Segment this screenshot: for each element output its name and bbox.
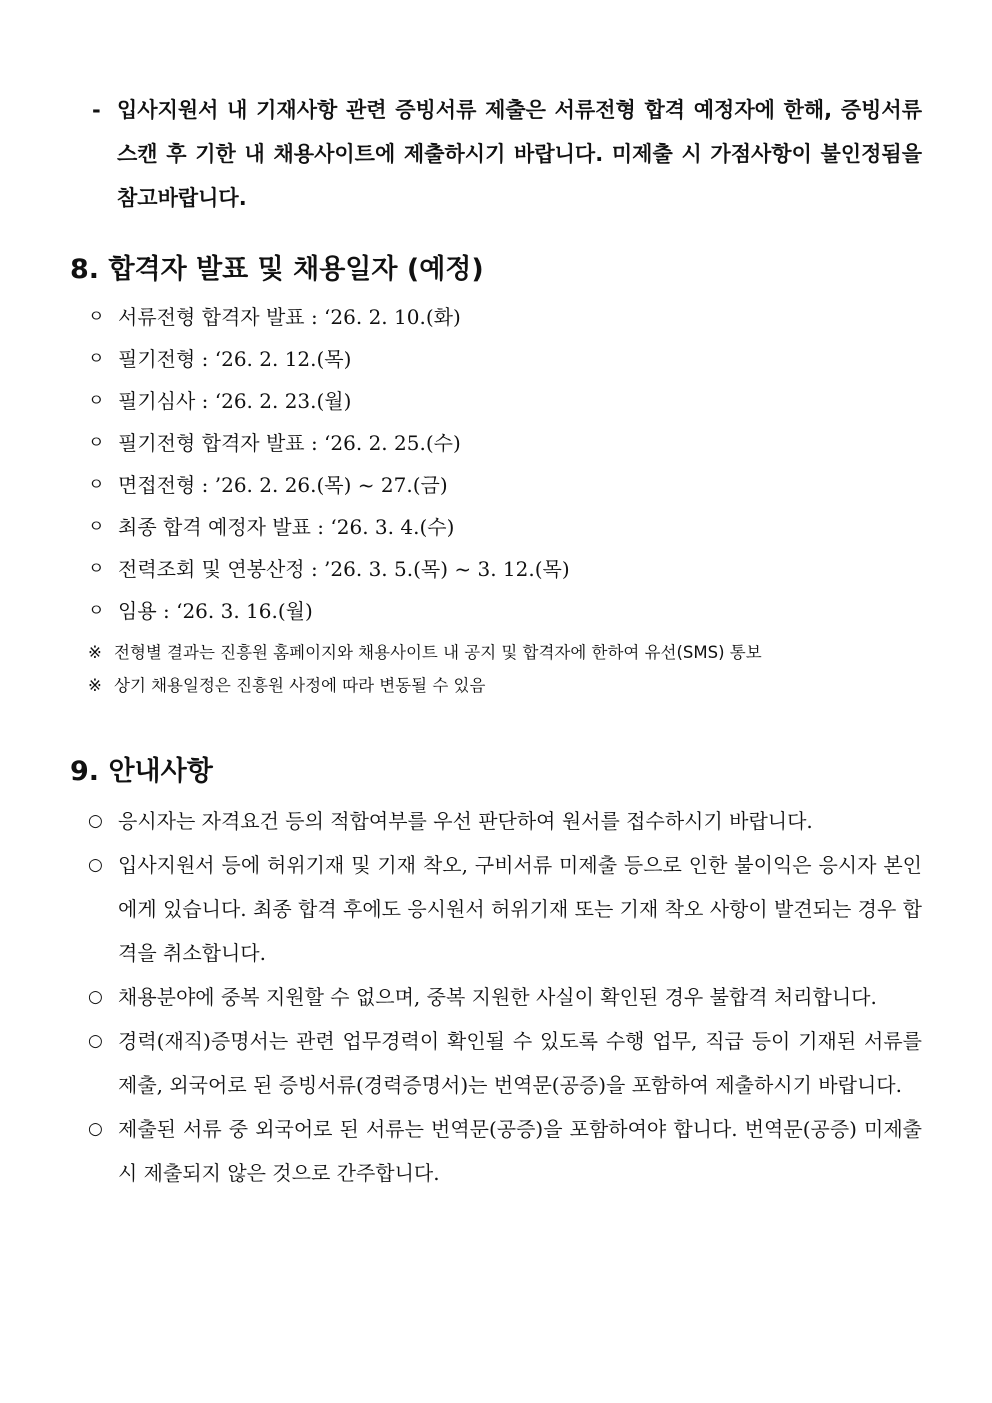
- schedule-item-text: 전력조회 및 연봉산정 : ’26. 3. 5.(목) ~ 3. 12.(목): [118, 557, 570, 581]
- hollow-circle-bullet-icon: ○: [88, 1031, 103, 1051]
- intro-paragraph: [92, 88, 922, 220]
- note-item: [88, 636, 928, 669]
- circle-bullet-icon: ㅇ: [88, 307, 105, 327]
- schedule-item-text: 임용 : ‘26. 3. 16.(월): [118, 599, 313, 623]
- note-text: 전형별 결과는 진흥원 홈페이지와 채용사이트 내 공지 및 합격자에 한하여 유선(SMS) 통보: [114, 643, 762, 662]
- guidance-item: [88, 799, 922, 843]
- circle-bullet-icon: ㅇ: [88, 559, 105, 579]
- guidance-text: 경력(재직)증명서는 관련 업무경력이 확인될 수 있도록 수행 업무, 직급 등이 기재된 서류를 제출, 외국어로 된 증빙서류(경력증명서)는 번역문(공증)을 포함하여 제출하시기 바랍니다.: [118, 1029, 922, 1097]
- circle-bullet-icon: ㅇ: [88, 517, 105, 537]
- guidance-list: [88, 799, 922, 1195]
- hollow-circle-bullet-icon: ○: [88, 855, 103, 875]
- schedule-item: [88, 506, 928, 548]
- schedule-item-text: 필기심사 : ‘26. 2. 23.(월): [118, 389, 352, 413]
- circle-bullet-icon: ㅇ: [88, 433, 105, 453]
- schedule-item: [88, 464, 928, 506]
- guidance-item: [88, 1019, 922, 1107]
- guidance-item: [88, 975, 922, 1019]
- guidance-text: 채용분야에 중복 지원할 수 없으며, 중복 지원한 사실이 확인된 경우 불합격 처리합니다.: [118, 985, 877, 1009]
- hollow-circle-bullet-icon: ○: [88, 1119, 103, 1139]
- schedule-item-text: 면접전형 : ’26. 2. 26.(목) ~ 27.(금): [118, 473, 448, 497]
- note-text: 상기 채용일정은 진흥원 사정에 따라 변동될 수 있음: [114, 676, 486, 695]
- schedule-item-text: 서류전형 합격자 발표 : ‘26. 2. 10.(화): [118, 305, 461, 329]
- section-9-heading: 9. 안내사항: [70, 756, 213, 787]
- schedule-item-text: 최종 합격 예정자 발표 : ‘26. 3. 4.(수): [118, 515, 455, 539]
- schedule-item: [88, 590, 928, 632]
- guidance-item: [88, 843, 922, 975]
- guidance-item: [88, 1107, 922, 1195]
- guidance-text: 응시자는 자격요건 등의 적합여부를 우선 판단하여 원서를 접수하시기 바랍니다.: [118, 809, 813, 833]
- section-8-heading: 8. 합격자 발표 및 채용일자 (예정): [70, 254, 484, 285]
- circle-bullet-icon: ㅇ: [88, 475, 105, 495]
- circle-bullet-icon: ㅇ: [88, 391, 105, 411]
- schedule-item-text: 필기전형 합격자 발표 : ‘26. 2. 25.(수): [118, 431, 461, 455]
- intro-text: 입사지원서 내 기재사항 관련 증빙서류 제출은 서류전형 합격 예정자에 한해, 증빙서류 스캔 후 기한 내 채용사이트에 제출하시기 바랍니다. 미제출 시 가점사항이 불인정됨을 참고바랍니다.: [117, 98, 922, 210]
- schedule-item: [88, 296, 928, 338]
- schedule-list: [88, 296, 928, 632]
- schedule-notes: [88, 636, 928, 702]
- schedule-item: [88, 548, 928, 590]
- reference-mark-icon: ※: [88, 643, 102, 662]
- guidance-text: 입사지원서 등에 허위기재 및 기재 착오, 구비서류 미제출 등으로 인한 불이익은 응시자 본인에게 있습니다. 최종 합격 후에도 응시원서 허위기재 또는 기재 착오 사항이 발견되는 경우 합격을 취소합니다.: [118, 853, 922, 965]
- guidance-text: 제출된 서류 중 외국어로 된 서류는 번역문(공증)을 포함하여야 합니다. 번역문(공증) 미제출 시 제출되지 않은 것으로 간주합니다.: [118, 1117, 922, 1185]
- hollow-circle-bullet-icon: ○: [88, 811, 103, 831]
- note-item: [88, 669, 928, 702]
- schedule-item-text: 필기전형 : ‘26. 2. 12.(목): [118, 347, 352, 371]
- schedule-item: [88, 338, 928, 380]
- reference-mark-icon: ※: [88, 676, 102, 695]
- dash-bullet: -: [92, 98, 101, 122]
- hollow-circle-bullet-icon: ○: [88, 987, 103, 1007]
- circle-bullet-icon: ㅇ: [88, 349, 105, 369]
- circle-bullet-icon: ㅇ: [88, 601, 105, 621]
- schedule-item: [88, 380, 928, 422]
- schedule-item: [88, 422, 928, 464]
